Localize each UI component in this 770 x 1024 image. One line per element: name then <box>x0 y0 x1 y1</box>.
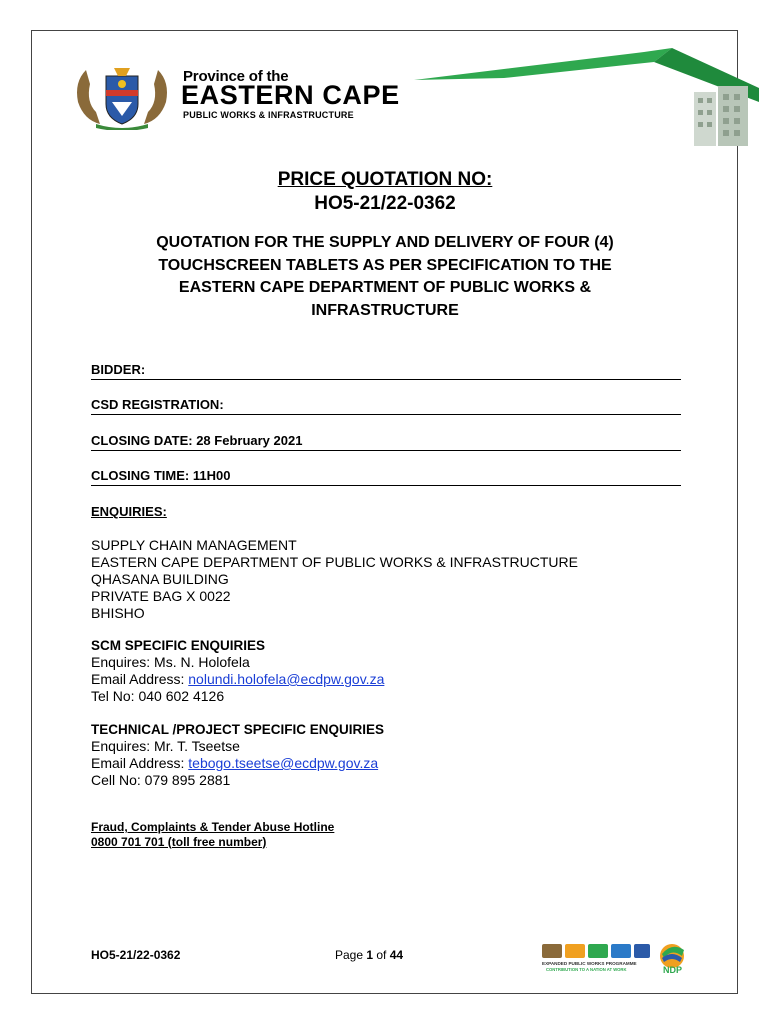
hotline-number: 0800 701 701 (toll free number) <box>91 834 267 849</box>
closing-time-label: CLOSING TIME: 11H00 <box>91 468 231 483</box>
closing-time-field <box>91 468 681 486</box>
coat-of-arms-icon <box>66 62 178 130</box>
scm-email-link[interactable]: nolundi.holofela@ecdpw.gov.za <box>188 671 385 687</box>
technical-contact-person: Enquires: Mr. T. Tseetse <box>91 738 240 754</box>
description-line: INFRASTRUCTURE <box>311 301 459 319</box>
closing-date-label: CLOSING DATE: 28 February 2021 <box>91 433 303 448</box>
page-number <box>335 948 403 962</box>
address-line: BHISHO <box>91 605 145 621</box>
technical-email-label: Email Address: <box>91 755 189 771</box>
technical-enquiries-block <box>91 721 384 789</box>
scm-email-row <box>91 671 384 688</box>
enquiries-heading: ENQUIRIES: <box>91 504 167 519</box>
province-line-3: PUBLIC WORKS & INFRASTRUCTURE <box>183 110 354 120</box>
page-of: of <box>373 948 390 962</box>
hotline-title: Fraud, Complaints & Tender Abuse Hotline <box>91 820 335 834</box>
fraud-hotline <box>91 820 334 849</box>
page-prefix: Page <box>335 948 367 962</box>
description-line: TOUCHSCREEN TABLETS AS PER SPECIFICATION TO THE <box>158 256 612 274</box>
footer-reference: HO5-21/22-0362 <box>91 948 181 962</box>
technical-email-link[interactable]: tebogo.tseetse@ecdpw.gov.za <box>188 755 379 771</box>
epwp-line-1: EXPANDED PUBLIC WORKS PROGRAMME <box>542 961 637 966</box>
page-total: 44 <box>389 948 404 962</box>
bidder-label: BIDDER: <box>91 362 146 377</box>
scm-tel: Tel No: 040 602 4126 <box>91 688 225 704</box>
address-line: PRIVATE BAG X 0022 <box>91 588 231 604</box>
quotation-description <box>0 232 770 322</box>
csd-label: CSD REGISTRATION: <box>91 397 224 412</box>
scm-contact-person: Enquires: Ms. N. Holofela <box>91 654 250 670</box>
header-building-graphic <box>414 48 759 148</box>
scm-heading: SCM SPECIFIC ENQUIRIES <box>91 638 266 653</box>
csd-registration-field[interactable] <box>91 397 681 415</box>
description-line: QUOTATION FOR THE SUPPLY AND DELIVERY OF FOUR (4) <box>156 234 614 251</box>
scm-enquiries-block <box>91 637 384 705</box>
province-logo <box>66 62 416 130</box>
technical-email-row <box>91 755 384 772</box>
scm-email-label: Email Address: <box>91 671 189 687</box>
ndp-label: NDP <box>663 965 683 975</box>
address-line: QHASANA BUILDING <box>91 571 229 587</box>
province-line-2: EASTERN CAPE <box>181 80 400 110</box>
epwp-line-2: CONTRIBUTION TO A NATION AT WORK <box>546 967 627 972</box>
address-line: SUPPLY CHAIN MANAGEMENT <box>91 537 297 553</box>
technical-cell: Cell No: 079 895 2881 <box>91 772 231 788</box>
quotation-number: HO5-21/22-0362 <box>314 193 456 214</box>
province-line-1: Province of the <box>183 68 289 85</box>
quotation-title: PRICE QUOTATION NO: <box>277 169 493 190</box>
bidder-field[interactable] <box>91 362 681 380</box>
closing-date-field <box>91 433 681 451</box>
technical-heading: TECHNICAL /PROJECT SPECIFIC ENQUIRIES <box>91 722 385 737</box>
address-line: EASTERN CAPE DEPARTMENT OF PUBLIC WORKS & INFRASTRUCTURE <box>91 554 578 570</box>
page-current: 1 <box>366 948 374 962</box>
description-line: EASTERN CAPE DEPARTMENT OF PUBLIC WORKS & <box>178 279 592 296</box>
address-block <box>91 537 578 622</box>
epwp-ndp-logo <box>540 940 690 976</box>
